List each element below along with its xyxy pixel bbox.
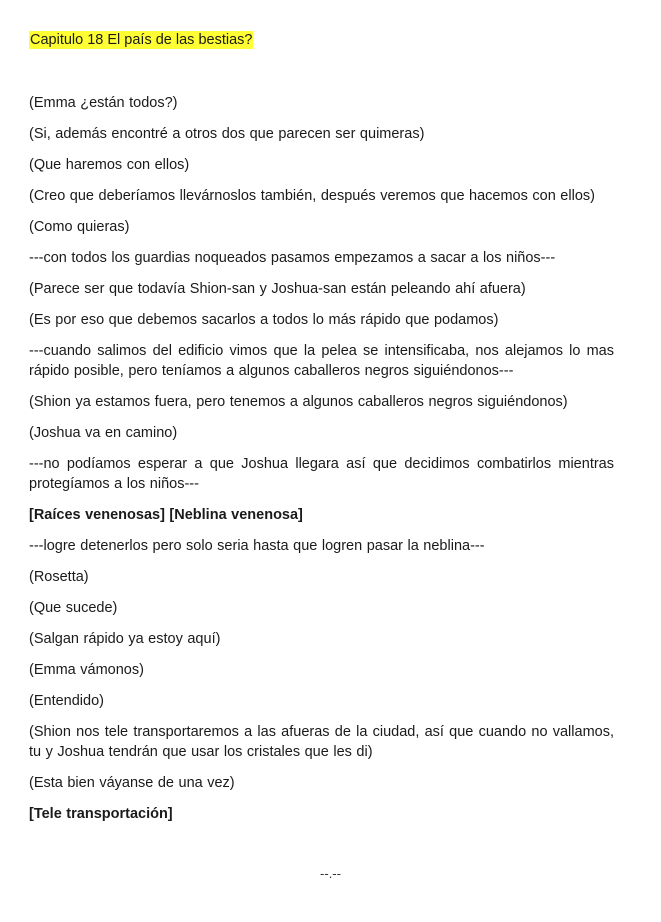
paragraph: ---no podíamos esperar a que Joshua llegara así que decidimos combatirlos mientras protegíamos a los niños---	[29, 456, 614, 492]
paragraph: (Parece ser que todavía Shion-san y Joshua-san están peleando ahí afuera)	[29, 281, 526, 297]
bold-paragraph: [Raíces venenosas] [Neblina venenosa]	[29, 507, 303, 523]
chapter-title: Capitulo 18 El país de las bestias?	[30, 32, 253, 48]
paragraph: (Salgan rápido ya estoy aquí)	[29, 631, 221, 647]
paragraph: ---logre detenerlos pero solo seria hasta que logren pasar la neblina---	[29, 538, 485, 554]
paragraph: (Esta bien váyanse de una vez)	[29, 775, 235, 791]
paragraph: (Como quieras)	[29, 219, 130, 235]
paragraph: (Shion nos tele transportaremos a las afueras de la ciudad, así que cuando no vallamos, tu y Joshua tendrán que usar los cristales que les di)	[29, 724, 614, 760]
paragraph: (Emma ¿están todos?)	[29, 95, 178, 111]
paragraph: (Shion ya estamos fuera, pero tenemos a algunos caballeros negros siguiéndonos)	[29, 394, 568, 410]
paragraph: (Joshua va en camino)	[29, 425, 178, 441]
paragraph: (Entendido)	[29, 693, 104, 709]
document-body	[29, 93, 614, 835]
paragraph: ---cuando salimos del edificio vimos que la pelea se intensificaba, nos alejamos lo mas rápido posible, pero teníamos a algunos caballeros negros siguiéndonos---	[29, 343, 614, 379]
page-number: --.--	[320, 866, 341, 881]
paragraph: (Creo que deberíamos llevárnoslos también, después veremos que hacemos con ellos)	[29, 188, 595, 204]
paragraph: (Es por eso que debemos sacarlos a todos lo más rápido que podamos)	[29, 312, 499, 328]
paragraph: (Que sucede)	[29, 600, 118, 616]
paragraph: (Emma vámonos)	[29, 662, 144, 678]
bold-paragraph: [Tele transportación]	[29, 806, 173, 822]
paragraph: ---con todos los guardias noqueados pasamos empezamos a sacar a los niños---	[29, 250, 556, 266]
paragraph: (Si, además encontré a otros dos que parecen ser quimeras)	[29, 126, 425, 142]
paragraph: (Rosetta)	[29, 569, 89, 585]
paragraph: (Que haremos con ellos)	[29, 157, 190, 173]
